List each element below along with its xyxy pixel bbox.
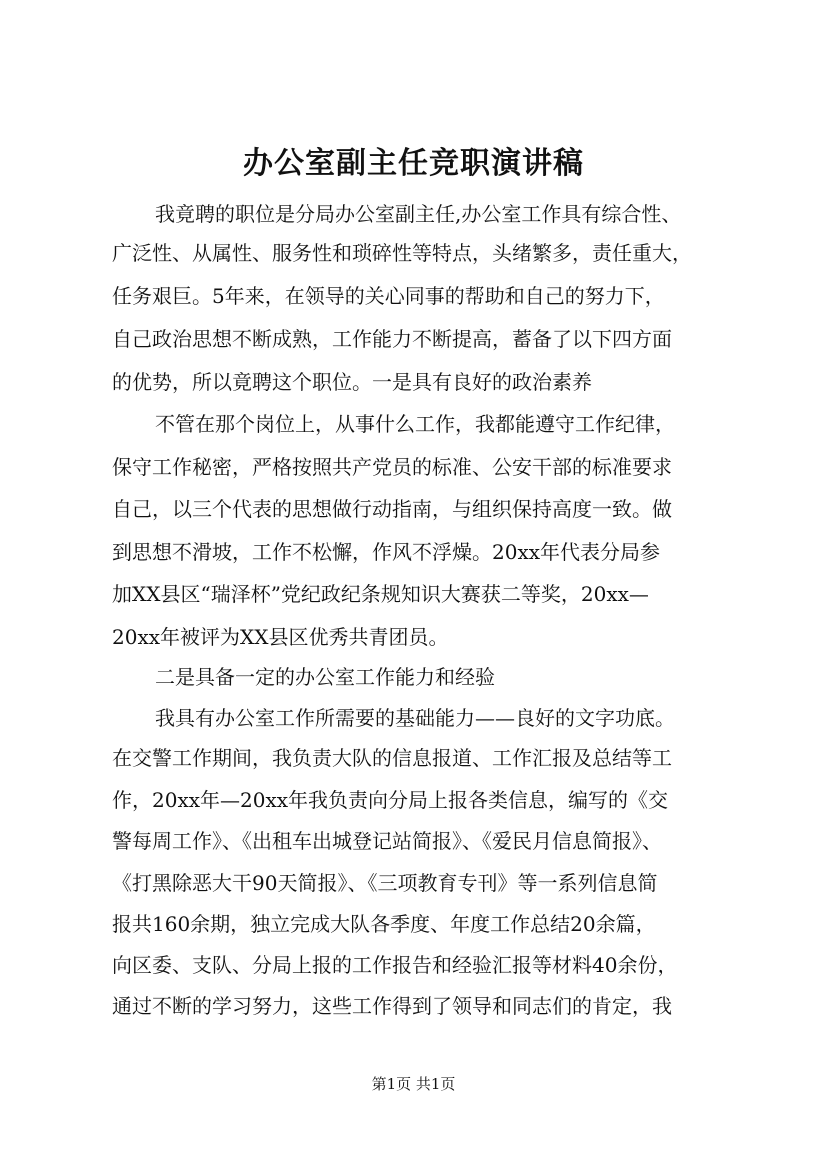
paragraph-line: 自己，以三个代表的思想做行动指南，与组织保持高度一致。做 bbox=[112, 497, 672, 521]
document-title: 办公室副主任竞职演讲稿 bbox=[243, 146, 584, 181]
paragraph-line: 我具有办公室工作所需要的基础能力——良好的文字功底。 bbox=[155, 706, 675, 730]
paragraph-line: 加XX县区“瑞泽杯”党纪政纪条规知识大赛获二等奖，20xx— bbox=[112, 582, 649, 606]
paragraph-line: 的优势，所以竟聘这个职位。一是具有良好的政治素养 bbox=[112, 370, 592, 394]
paragraph-line: 广泛性、从属性、服务性和琐碎性等特点，头绪繁多，责任重大， bbox=[112, 241, 692, 265]
paragraph-line: 《打黑除恶大干90天简报》、《三项教育专刊》等一系列信息简 bbox=[112, 871, 658, 895]
paragraph-line: 二是具备一定的办公室工作能力和经验 bbox=[155, 665, 495, 689]
paragraph-line: 通过不断的学习努力，这些工作得到了领导和同志们的肯定，我 bbox=[112, 994, 672, 1018]
paragraph-line: 在交警工作期间，我负责大队的信息报道、工作汇报及总结等工 bbox=[112, 746, 672, 770]
paragraph-line: 报共160余期，独立完成大队各季度、年度工作总结20余篇， bbox=[112, 912, 656, 936]
paragraph-line: 自己政治思想不断成熟，工作能力不断提高，蓄备了以下四方面 bbox=[112, 327, 672, 351]
paragraph-line: 不管在那个岗位上，从事什么工作，我都能遵守工作纪律， bbox=[155, 412, 675, 436]
paragraph-line: 保守工作秘密，严格按照共产党员的标准、公安干部的标准要求 bbox=[112, 455, 672, 479]
paragraph-line: 作，20xx年—20xx年我负责向分局上报各类信息，编写的《交 bbox=[112, 788, 669, 812]
page-number-footer: 第1页 共1页 bbox=[371, 1075, 456, 1093]
paragraph-line: 我竟聘的职位是分局办公室副主任,办公室工作具有综合性、 bbox=[155, 202, 682, 226]
paragraph-line: 警每周工作》、《出租车出城登记站简报》、《爱民月信息简报》、 bbox=[112, 829, 662, 853]
paragraph-line: 向区委、支队、分局上报的工作报告和经验汇报等材料40余份， bbox=[112, 953, 678, 977]
paragraph-line: 到思想不滑坡，工作不松懈，作风不浮燥。20xx年代表分局参 bbox=[112, 540, 661, 564]
paragraph-line: 20xx年被评为XX县区优秀共青团员。 bbox=[112, 625, 449, 649]
paragraph-line: 任务艰巨。5年来，在领导的关心同事的帮助和自己的努力下， bbox=[112, 284, 665, 308]
